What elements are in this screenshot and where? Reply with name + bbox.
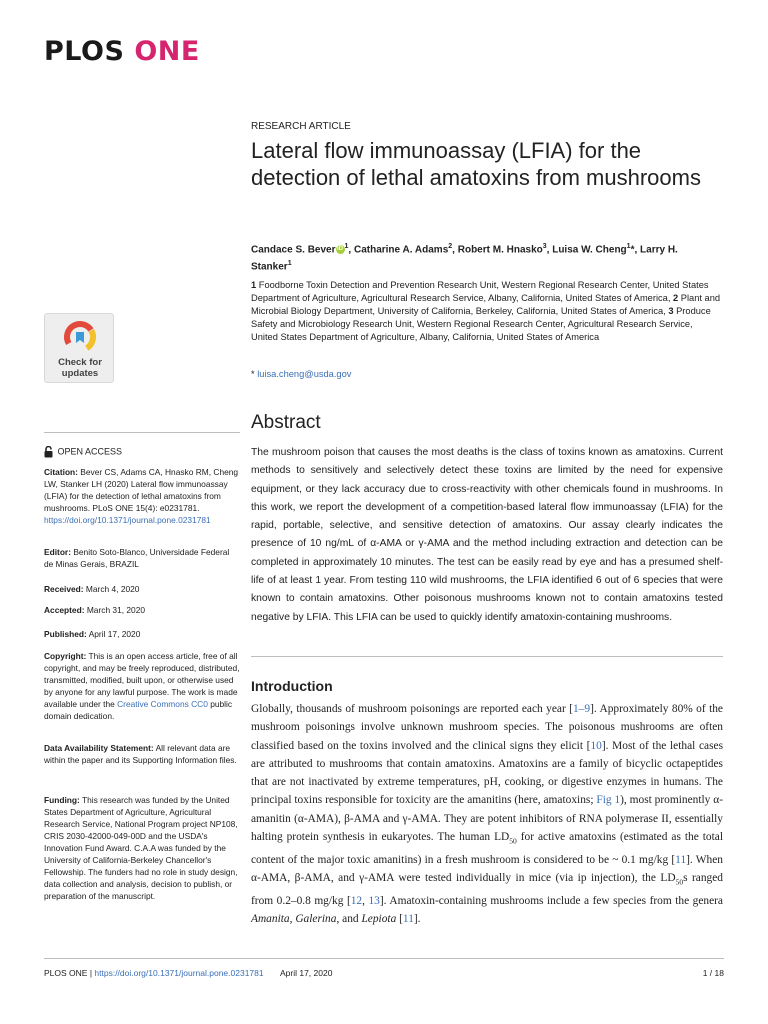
intro-segment: ]. Amatoxin-containing mushrooms include a few species from the genera <box>379 894 723 907</box>
figure-link[interactable]: Fig 1 <box>596 794 621 807</box>
author-name[interactable]: Catharine A. Adams <box>353 244 449 256</box>
citation-block <box>44 466 240 526</box>
published-label: Published: <box>44 629 87 639</box>
received-label: Received: <box>44 584 84 594</box>
received-date: March 4, 2020 <box>85 584 140 594</box>
intro-segment: ]. Most of the lethal cases are attributed to mushrooms that contain amatoxins. Amatoxins are a family of bicyclic octapeptides that are not inactivated by extreme temperatures, pH, cooking, or digestive enzymes in humans. The principal toxins responsible for toxicity are the amanitins (here, amatoxins; <box>251 739 723 807</box>
accepted-label: Accepted: <box>44 605 85 615</box>
footer-journal: PLOS ONE <box>44 968 88 978</box>
footer-doi-link[interactable]: https://doi.org/10.1371/journal.pone.0231781 <box>94 968 264 978</box>
subscript: 50 <box>675 877 684 887</box>
open-access-label: OPEN ACCESS <box>57 446 123 457</box>
subscript: 50 <box>509 836 517 846</box>
sidebar-divider <box>44 432 240 433</box>
affiliation-num: 3 <box>668 306 674 316</box>
corresponding-star: * <box>251 369 255 379</box>
introduction-text <box>251 700 723 928</box>
intro-segment: Globally, thousands of mushroom poisonings are reported each year [ <box>251 703 573 715</box>
author-name[interactable]: Luisa W. Cheng <box>552 244 627 256</box>
author-sup: 3 <box>542 243 547 250</box>
author-sup: 2 <box>448 243 453 250</box>
affiliation-text: Foodborne Toxin Detection and Prevention Research Unit, Western Regional Research Center, United States Department of Agriculture, Agricultural Research Service, Albany, California, United States of America, <box>251 280 709 303</box>
article-title: Lateral flow immunoassay (LFIA) for the detection of lethal amatoxins from mushrooms <box>251 138 701 190</box>
corresponding-marker: * <box>630 244 635 256</box>
email-link[interactable]: luisa.cheng@usda.gov <box>257 369 352 379</box>
editor-text: Benito Soto-Blanco, Universidade Federal de Minas Gerais, BRAZIL <box>44 547 230 569</box>
affiliation-num: 1 <box>251 280 257 290</box>
author-sup: 1 <box>344 243 349 250</box>
footer-divider <box>44 958 724 959</box>
abstract-text: The mushroom poison that causes the most deaths is the class of toxins known as amatoxins. Current methods to sensitively and selectively detect these toxins are limited by the need for expensive equipment, or they lack accuracy due to cross-reactivity with other chemicals found in mushrooms. In this work, we report the development of a competition-based lateral flow immunoassay (LFIA) for the rapid, portable, selective, and sensitive detection of amatoxins. Our assay clearly indicates the presence of 10 ng/mL of α-AMA or γ-AMA and the method including extraction and detection can be completed in approximately 10 minutes. The test can be easily read by eye and has a presumed shelf-life of at least 1 year. From testing 110 wild mushrooms, the LFIA identified 6 out of 6 species that were known to contain amatoxins. Other poisonous mushrooms known not to contain amatoxins tested negative by LFIA. This LFIA can be used to quickly identify amatoxin-containing mushrooms. <box>251 447 723 623</box>
intro-segment: for active amatoxins (estimated as the total content of the major toxic amanitins) in a fresh mushroom is considered to be ~ 0.1 mg/kg [ <box>251 831 723 866</box>
footer-date: April 17, 2020 <box>279 968 333 978</box>
reference-link[interactable]: 12 <box>350 894 363 907</box>
affiliation-text: Produce Safety and Microbiology Research Unit, Western Regional Research Center, Agricultural Research Service, United States Department of Agriculture, Albany, California, United States of America <box>251 306 711 342</box>
intro-segment: ]. Approximately 80% of the mushroom poisonings involve unknown mushroom species. The poisonous mushrooms are often classified based on the toxins involved and the clinical signs they elicit [ <box>251 703 723 752</box>
affiliations <box>251 279 721 344</box>
introduction-heading: Introduction <box>251 678 333 694</box>
open-lock-icon <box>44 446 53 458</box>
intro-segment: ]. <box>413 912 421 925</box>
copyright-block <box>44 650 240 722</box>
genus-name: Galerina <box>295 912 337 925</box>
editor-block <box>44 546 240 570</box>
published-date: April 17, 2020 <box>88 629 141 639</box>
check-for-updates-badge[interactable] <box>44 313 114 383</box>
footer-left <box>44 968 332 978</box>
citation-doi-link[interactable]: https://doi.org/10.1371/journal.pone.0231781 <box>44 515 211 525</box>
accepted-date: March 31, 2020 <box>86 605 146 615</box>
author-sup: 1 <box>626 243 631 250</box>
funding-text: This research was funded by the United States Department of Agriculture, Agricultural Research Service, National Program project NP108, CRIS 2030-42000-049-00D and the USDA's Innovation Fund Award. C.A.A was funded by the University of California-Berkeley Chancellor's Fellowship. The funders had no role in study design, data collection and analysis, decision to publish, or preparation of the manuscript. <box>44 795 238 901</box>
badge-line1: Check for <box>58 357 102 368</box>
intro-segment: [ <box>396 912 403 925</box>
abstract-heading: Abstract <box>251 412 321 433</box>
reference-link[interactable]: 11 <box>402 912 414 925</box>
article-type: RESEARCH ARTICLE <box>251 121 351 132</box>
funding-label: Funding: <box>44 795 80 805</box>
author-sup: 1 <box>287 260 292 268</box>
footer-separator: | <box>87 968 95 978</box>
logo-one: ONE <box>134 36 200 67</box>
citation-text: Bever CS, Adams CA, Hnasko RM, Cheng LW, Stanker LH (2020) Lateral flow immunoassay (LFIA) for the detection of lethal amatoxins from mushrooms. PLoS ONE 15(4): e0231781. <box>44 467 239 513</box>
intro-segment: , <box>289 912 296 925</box>
abstract-divider <box>251 656 723 657</box>
intro-segment: , <box>362 894 369 907</box>
author-list: Candace S. Bever iD $^1$, Catharine A. Adams$^2$, Robert M. Hnasko$^3$, Luisa W. Cheng$^1$*, Larry H. Stanker$^1$ <box>251 243 678 273</box>
crossmark-icon <box>63 320 97 354</box>
intro-segment: ), most prominently α-amanitin (α-AMA), β-AMA and γ-AMA. They are potent inhibitors of RNA polymerase II, essentially halting protein synthesis in eukaryotes. The human LD <box>251 794 723 844</box>
editor-label: Editor: <box>44 547 71 557</box>
reference-link[interactable]: 1–9 <box>572 703 591 715</box>
copyright-label: Copyright: <box>44 651 87 661</box>
data-availability-label: Data Availability Statement: <box>44 743 154 753</box>
data-availability-text: All relevant data are within the paper and its Supporting Information files. <box>44 743 237 765</box>
copyright-text: This is an open access article, free of all copyright, and may be freely reproduced, distributed, transmitted, modified, built upon, or otherwise used by anyone for any lawful purpose. The work is made available under the <box>44 651 240 709</box>
copyright-end: public domain dedication. <box>44 699 233 721</box>
reference-link[interactable]: 13 <box>368 894 380 907</box>
corresponding-email <box>251 369 351 379</box>
affiliation-num: 2 <box>673 293 679 303</box>
citation-label: Citation: <box>44 467 78 477</box>
open-access <box>44 446 122 458</box>
page-number: 1 / 18 <box>702 968 724 978</box>
affiliation-text: Plant and Microbial Biology Department, University of California, Berkeley, California, United States of America, <box>251 293 721 316</box>
journal-logo <box>44 36 200 67</box>
accepted-block <box>44 604 240 616</box>
orcid-icon[interactable]: iD <box>337 246 343 253</box>
cc0-link[interactable]: Creative Commons CC0 <box>117 699 208 709</box>
author-name[interactable]: Larry H. Stanker <box>251 244 678 273</box>
author-name[interactable]: Robert M. Hnasko <box>457 244 543 256</box>
genus-name: Amanita <box>251 912 290 925</box>
author-name[interactable]: Candace S. Bever <box>251 244 336 256</box>
funding-block <box>44 794 240 902</box>
reference-link[interactable]: 10 <box>590 739 602 752</box>
genus-name: Lepiota <box>361 912 397 925</box>
received-block <box>44 583 240 595</box>
published-block <box>44 628 240 640</box>
intro-segment: s ranged from 0.2–0.8 mg/kg [ <box>251 871 723 907</box>
reference-link[interactable]: 11 <box>675 853 687 866</box>
intro-segment: ]. When α-AMA, β-AMA, and γ-AMA were tested individually in mice (via ip injection), the LD <box>251 853 723 884</box>
data-availability-block <box>44 742 240 766</box>
badge-line2: updates <box>61 368 99 379</box>
intro-segment: , and <box>336 912 362 925</box>
logo-plos: PLOS <box>44 36 125 67</box>
